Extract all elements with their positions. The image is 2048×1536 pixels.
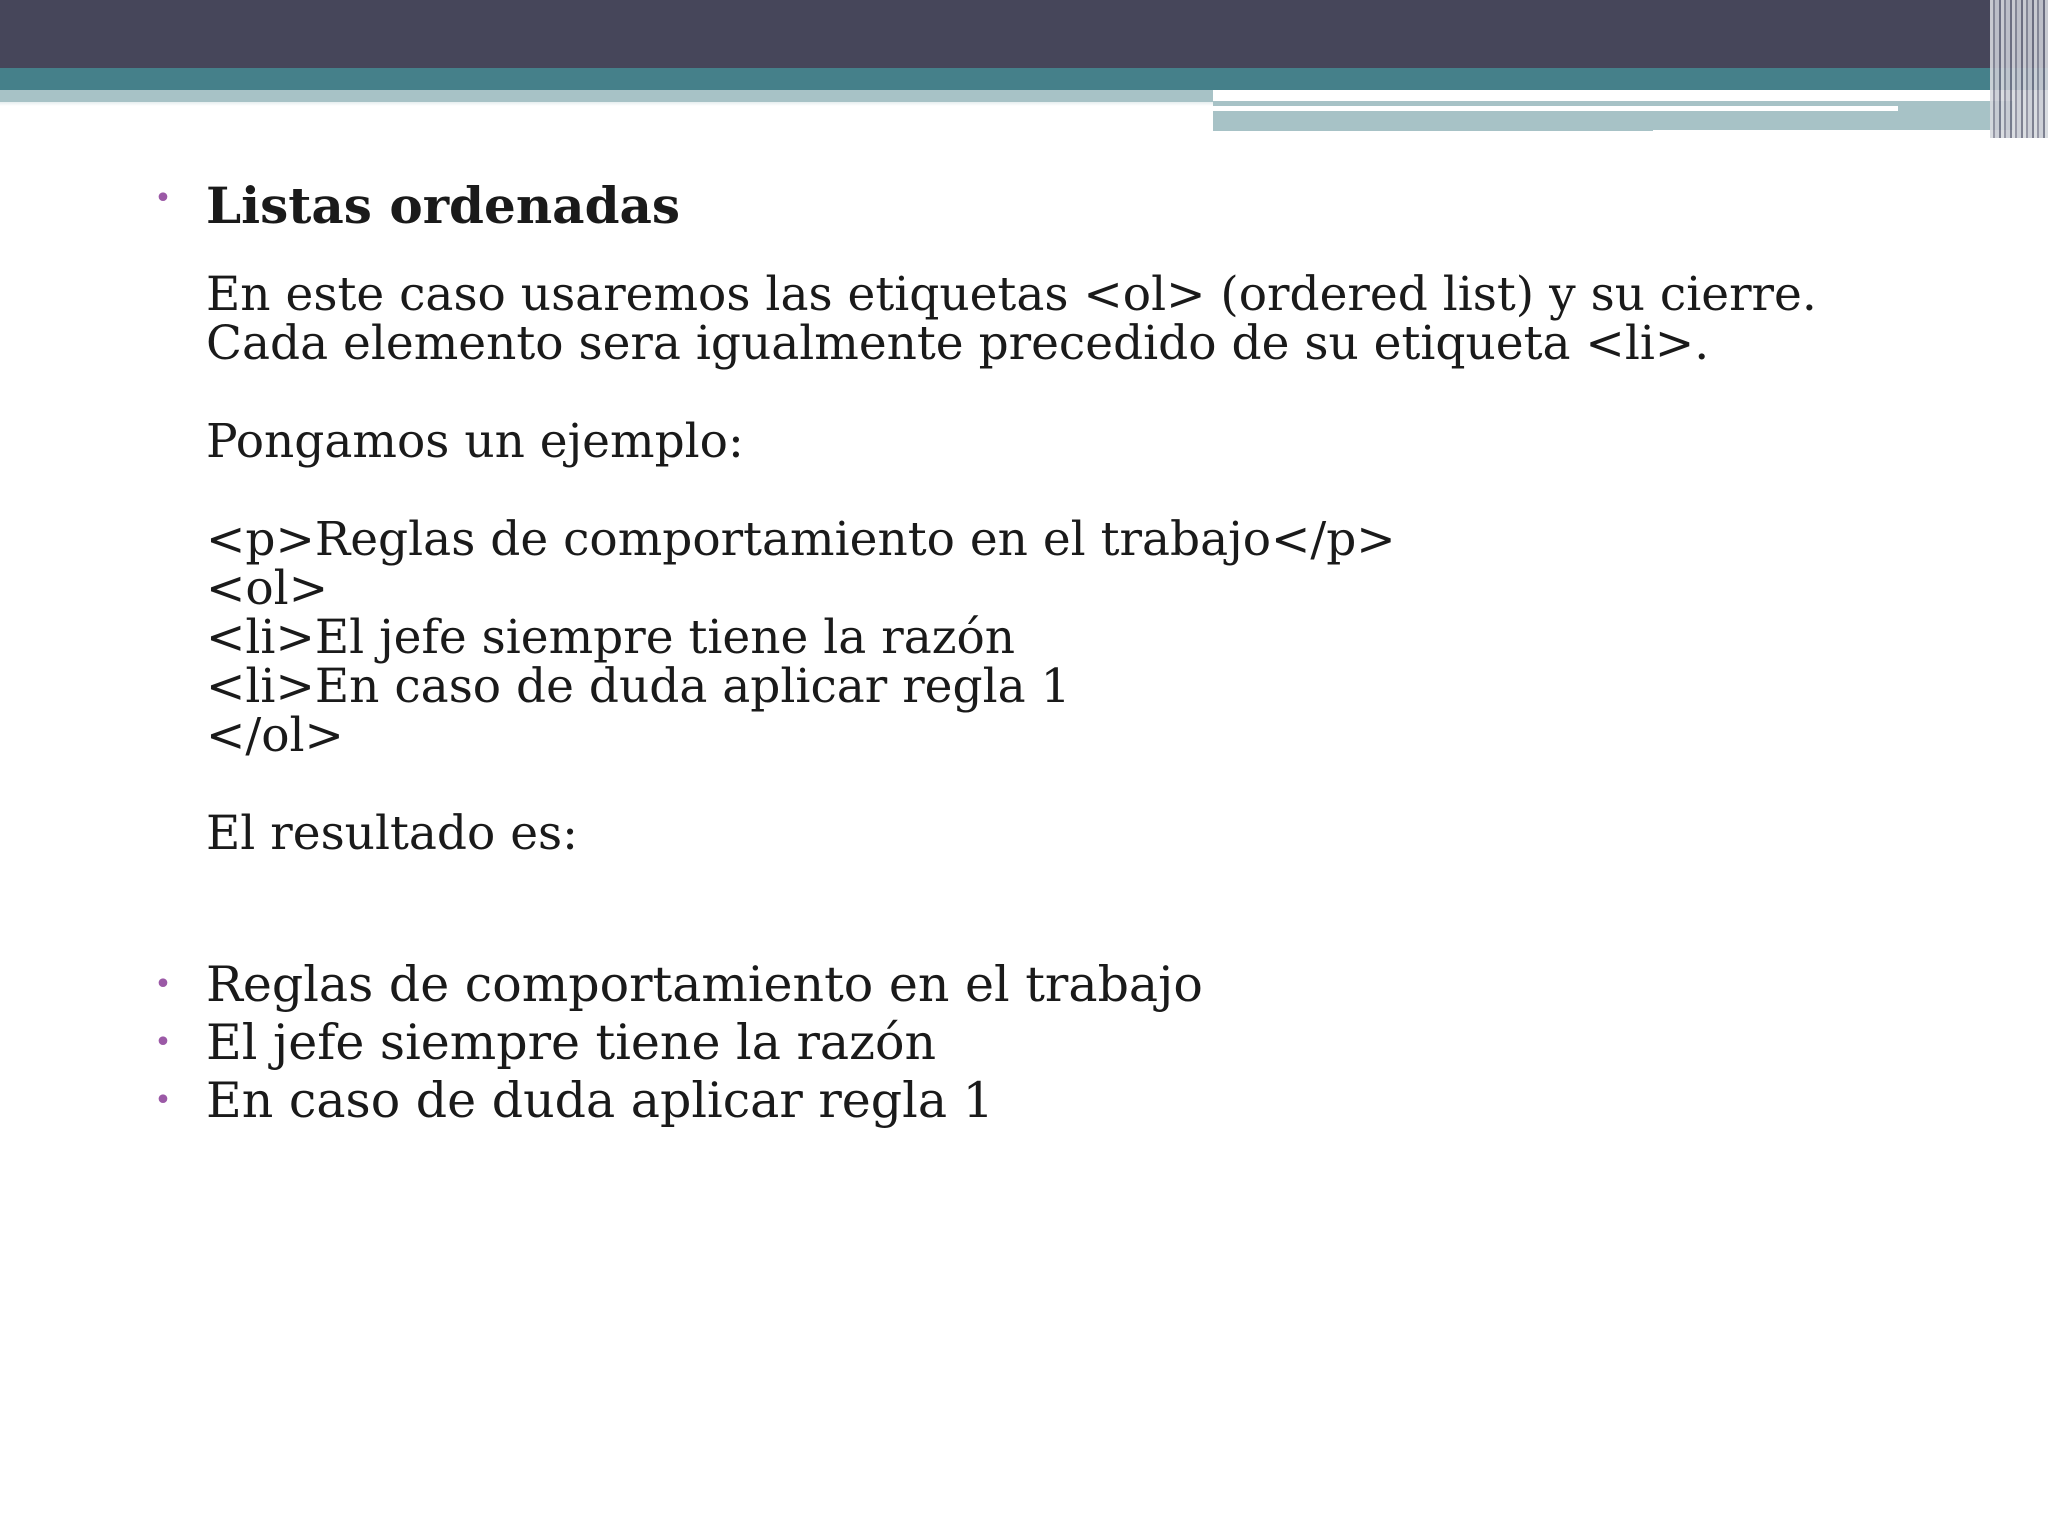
code-line: <ol> (206, 561, 329, 616)
slide-heading: Listas ordenadas (206, 176, 681, 235)
bullet-icon: • (154, 967, 172, 1002)
header-shadow (0, 102, 1213, 106)
list-item-label: Reglas de comportamiento en el trabajo (206, 956, 1203, 1013)
header-stripes-decoration (1990, 0, 2048, 138)
intro-paragraph: En este caso usaremos las etiquetas <ol> (ordered list) y su cierre. Cada elemento sera igualmente precedido de su etiqueta <li>. (206, 267, 1832, 371)
bullet-icon: • (154, 181, 172, 216)
list-item (148, 1014, 1908, 1072)
result-label: El resultado es: (206, 806, 578, 861)
header-light-band (0, 90, 1213, 102)
header-dark-band (0, 0, 2048, 68)
code-line: </ol> (206, 708, 344, 763)
code-line: <p>Reglas de comportamiento en el trabajo</p> (206, 512, 1396, 567)
slide-content (148, 170, 1908, 1130)
list-item-label: En caso de duda aplicar regla 1 (206, 1072, 994, 1129)
code-line: <li>En caso de duda aplicar regla 1 (206, 659, 1071, 714)
example-label: Pongamos un ejemplo: (206, 414, 744, 469)
code-line: <li>El jefe siempre tiene la razón (206, 610, 1016, 665)
header-step-cut (1653, 130, 2013, 138)
code-block (206, 512, 1908, 763)
list-item-label: El jefe siempre tiene la razón (206, 1014, 937, 1071)
result-list (148, 956, 1908, 1130)
list-item (148, 1072, 1908, 1130)
bullet-icon: • (154, 1083, 172, 1118)
main-bullet-item (148, 170, 1908, 861)
list-item (148, 956, 1908, 1014)
header-white-line (1213, 106, 1898, 111)
header-teal-band (0, 68, 2048, 90)
bullet-icon: • (154, 1025, 172, 1060)
